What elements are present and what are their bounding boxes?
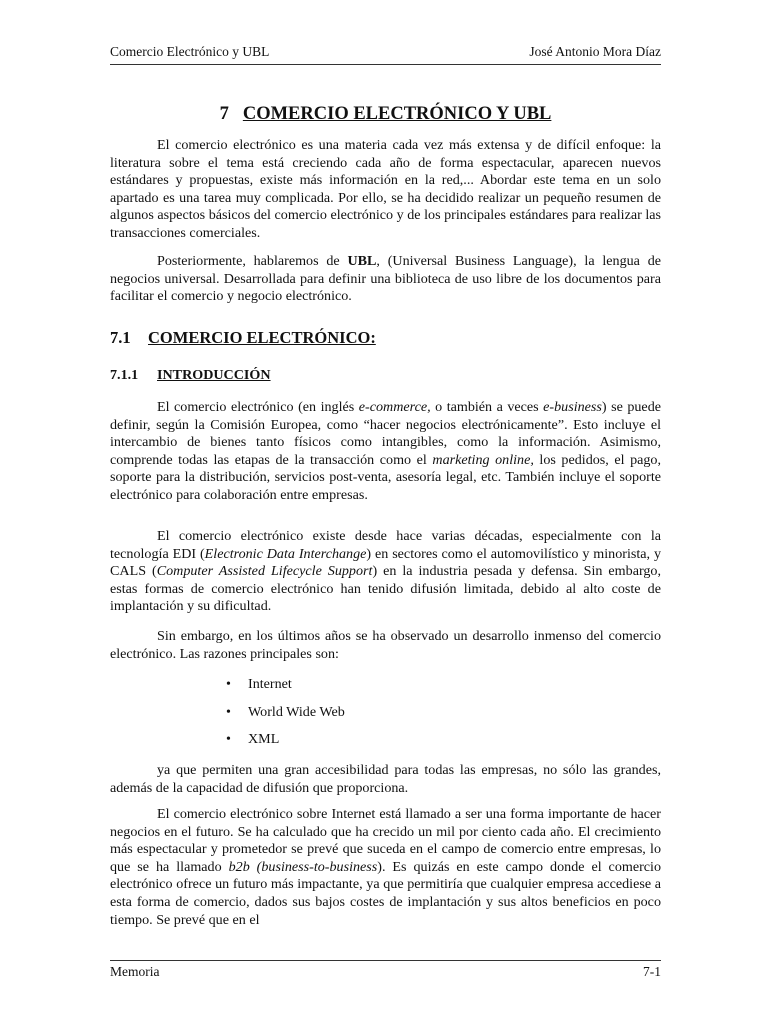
ubl-text-after: , (Universal Business Language), la lengua de negocios universal. Desarrollada para definir una biblioteca de uso libre de los documentos para facilitar el comercio y negocio electrónico.	[110, 253, 662, 305]
header-author: José Antonio Mora Díaz	[529, 44, 661, 59]
footer-rule	[110, 960, 661, 961]
intro-paragraph: El comercio electrónico es una materia cada vez más extensa y de difícil enfoque: la literatura sobre el tema está creciendo cada año de forma espectacular, aparecen nuevos estándares y propuestas, existe más información en la red,... Abordar este tema en un solo apartado es una tarea muy complicada. Por ello, se ha decidido realizar un pequeño resumen de algunos aspectos básicos del comercio electrónico y de los principales estándares para realizar las transacciones comerciales.	[110, 137, 661, 241]
subsection-heading	[110, 367, 271, 384]
history-text-2: ) en sectores como el automovilístico y minorista, y CALS (	[110, 545, 661, 580]
list-item-text: XML	[248, 731, 280, 747]
definition-text-2: o también a veces	[430, 399, 544, 415]
page-number: 7-1	[643, 964, 661, 979]
history-text-1: El comercio electrónico existe desde hace varias décadas, especialmente con la tecnología EDI (	[110, 528, 661, 562]
definition-text-1: El comercio electrónico (en inglés	[157, 399, 359, 415]
section-number: 7.1	[110, 328, 131, 347]
header-rule	[110, 64, 661, 65]
chapter-title	[110, 103, 661, 125]
chapter-title-text: COMERCIO ELECTRÓNICO Y UBL	[242, 104, 552, 124]
future-text-2: ). Es quizás en este campo donde el comercio electrónico ofrece un futuro más impactante, ya que permitiría que cualquier empresa accediese a esta forma de comercio, dados sus bajos costes de implantación y sus altos beneficios en poco tiempo. Se prevé que en el	[110, 858, 661, 928]
definition-italic-1: e-commerce,	[358, 399, 431, 415]
reasons-paragraph: Sin embargo, en los últimos años se ha observado un desarrollo inmenso del comercio electrónico. Las razones principales son:	[110, 628, 661, 662]
list-item	[226, 676, 345, 704]
ubl-bold-term: UBL	[347, 253, 377, 269]
future-text-1: El comercio electrónico sobre Internet está llamado a ser una forma importante de hacer negocios en el futuro. Se ha calculado que ha crecido un mil por ciento cada año. El crecimiento más espectacular y prometedor se prevé que suceda en el campo de comercio entre empresas, lo que se ha llamado	[110, 806, 661, 875]
list-item	[226, 704, 345, 732]
chapter-number: 7	[219, 104, 229, 124]
subsection-number: 7.1.1	[110, 367, 139, 383]
future-italic-1: b2b (business-to-business	[228, 858, 378, 875]
running-header	[110, 44, 661, 60]
ubl-text-before: Posteriormente, hablaremos de	[157, 253, 348, 269]
history-paragraph	[110, 528, 661, 616]
definition-italic-3: marketing online,	[432, 451, 534, 468]
running-footer	[110, 964, 661, 980]
bullet-icon: •	[226, 703, 231, 720]
accessibility-paragraph: ya que permiten una gran accesibilidad para todas las empresas, no sólo las grandes, además de la capacidad de difusión que proporciona.	[110, 762, 661, 796]
definition-text-4: los pedidos, el pago, soporte para la distribución, servicios post-venta, asesoría legal, etc. También incluye el soporte electrónico para colaboración entre empresas.	[110, 451, 662, 503]
definition-text-3: ) se puede definir, según la Comisión Europea, como “hacer negocios electrónicamente”. Esto incluye el intercambio de bienes tanto físicos como intangibles, como la información. Asimismo, comprende todas las etapas de la transacción como el	[110, 399, 661, 468]
reasons-list	[226, 676, 345, 759]
list-item	[226, 731, 345, 759]
subsection-title: INTRODUCCIÓN	[157, 367, 271, 383]
section-title: COMERCIO ELECTRÓNICO:	[148, 328, 376, 347]
ubl-paragraph	[110, 253, 661, 306]
definition-italic-2: e-business	[543, 399, 602, 415]
header-doc-title: Comercio Electrónico y UBL	[110, 44, 270, 59]
bullet-icon: •	[226, 676, 231, 692]
history-italic-2: Computer Assisted Lifecycle Support	[156, 563, 373, 580]
list-item-text: Internet	[248, 676, 292, 692]
list-item-text: World Wide Web	[248, 703, 345, 720]
future-paragraph	[110, 806, 661, 929]
definition-paragraph	[110, 399, 661, 505]
section-heading	[110, 328, 376, 348]
history-text-3: ) en la industria pesada y defensa. Sin embargo, estas formas de comercio electrónico han tenido difusión limitada, debido al alto coste de implantación y su dificultad.	[110, 563, 662, 615]
bullet-icon: •	[226, 731, 231, 747]
footer-label: Memoria	[110, 964, 160, 979]
history-italic-1: Electronic Data Interchange	[204, 545, 367, 562]
